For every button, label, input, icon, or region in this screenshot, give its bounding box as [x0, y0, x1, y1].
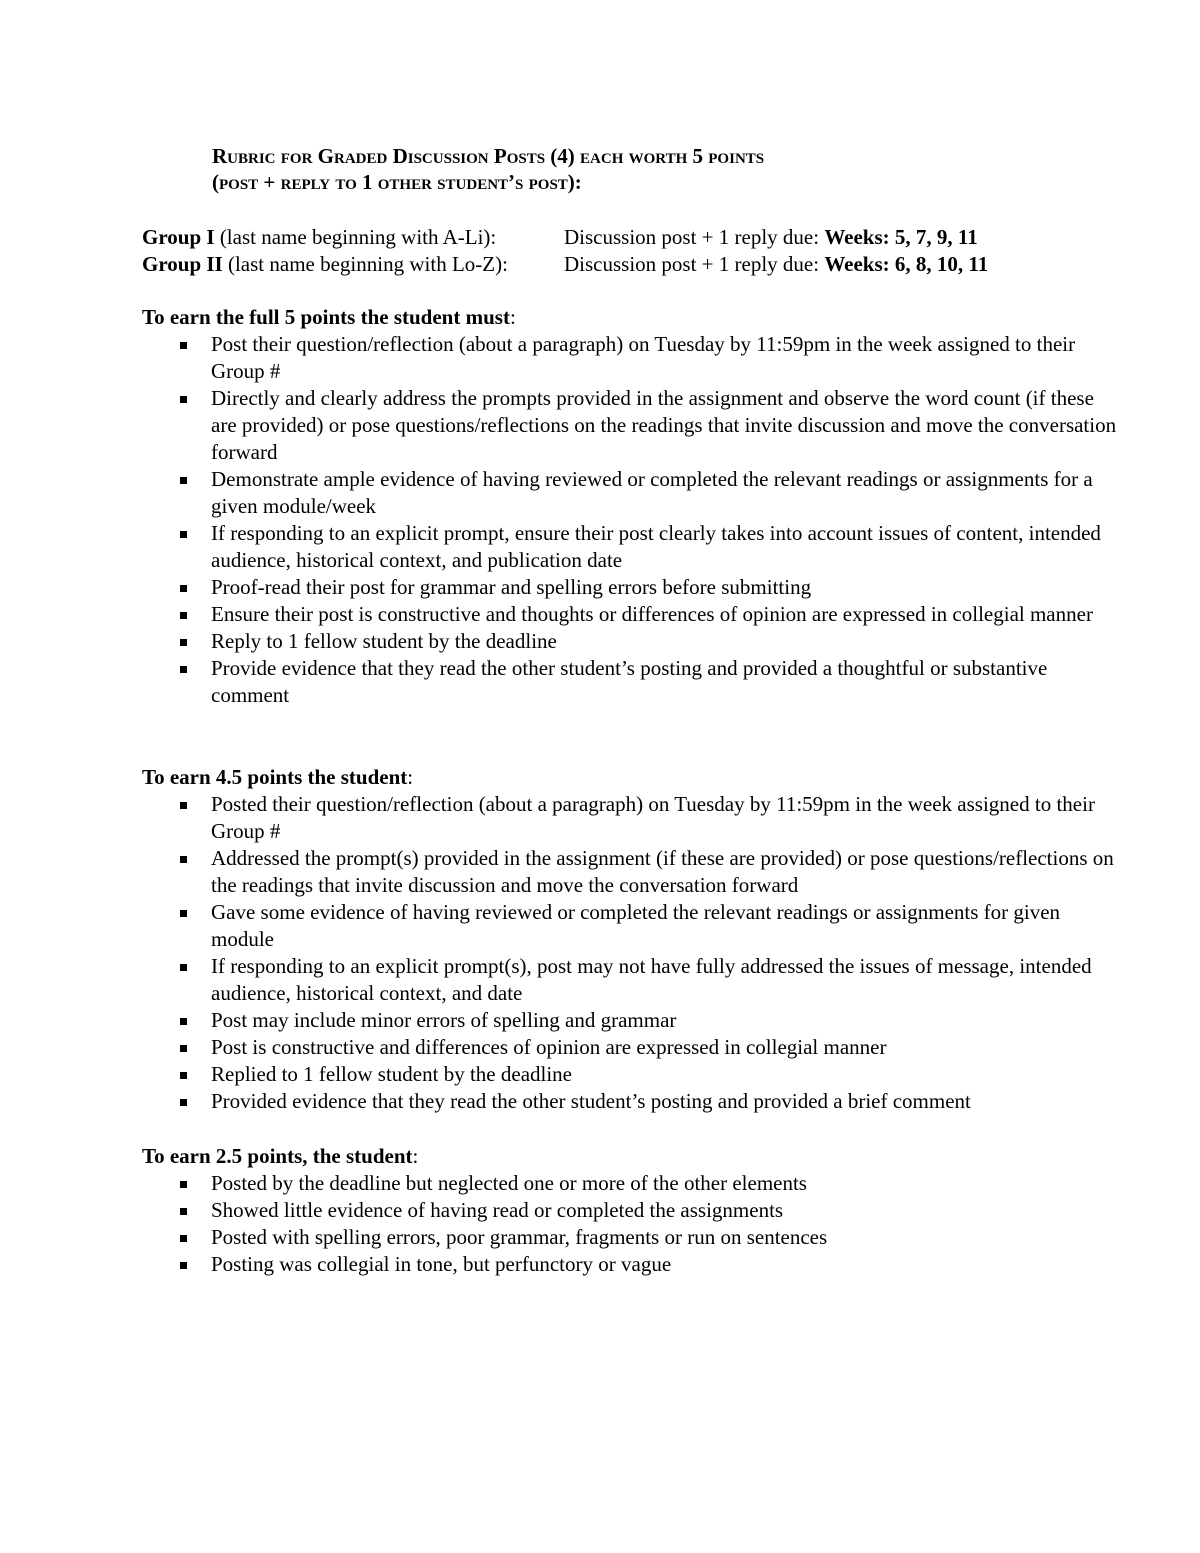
square-bullet-icon — [180, 477, 187, 484]
square-bullet-icon — [180, 639, 187, 646]
section-full-points — [142, 304, 1122, 709]
list-item-text: Posted with spelling errors, poor grammar, fragments or run on sentences — [211, 1225, 828, 1249]
list-item — [142, 574, 1122, 601]
list-item-text: Post may include minor errors of spelling and grammar — [211, 1008, 677, 1032]
list-item-text: Ensure their post is constructive and thoughts or differences of opinion are expressed in collegial manner — [211, 602, 1093, 626]
list-item — [142, 1088, 1122, 1115]
group-1-label — [142, 224, 496, 251]
list-item-text: Directly and clearly address the prompts provided in the assignment and observe the word count (if these are provided) or pose questions/reflections on the readings that invite discussion and move the conversation forward — [211, 386, 1117, 464]
square-bullet-icon — [180, 1262, 187, 1269]
list-item — [142, 520, 1122, 574]
criteria-list — [142, 331, 1122, 709]
list-item — [142, 953, 1122, 1007]
section-heading: To earn 4.5 points the student: — [142, 765, 414, 789]
list-item — [142, 1251, 1122, 1278]
group-2-due-text: Discussion post + 1 reply due: — [564, 252, 825, 276]
section-heading: To earn the full 5 points the student must: — [142, 305, 516, 329]
section-heading-text: To earn 4.5 points the student — [142, 765, 408, 789]
square-bullet-icon — [180, 910, 187, 917]
section-heading: To earn 2.5 points, the student: — [142, 1144, 419, 1168]
group-2-name: Group II — [142, 252, 223, 276]
title-line-2-text: (post + reply to 1 other student’s post): — [212, 170, 582, 194]
title-line-1: Rubric for Graded Discussion Posts (4) each worth 5 points — [212, 144, 765, 168]
section-2-5-points — [142, 1143, 1122, 1278]
list-item-text: Post is constructive and differences of opinion are expressed in collegial manner — [211, 1035, 887, 1059]
group-2-due — [564, 251, 988, 278]
list-item-text: Replied to 1 fellow student by the deadline — [211, 1062, 572, 1086]
list-item — [142, 1170, 1122, 1197]
list-item — [142, 385, 1122, 466]
list-item — [142, 791, 1122, 845]
list-item-text: Posted their question/reflection (about a paragraph) on Tuesday by 11:59pm in the week assigned to their Group # — [211, 792, 1095, 843]
section-heading-text: To earn the full 5 points the student must — [142, 305, 510, 329]
list-item — [142, 1034, 1122, 1061]
list-item-text: Provided evidence that they read the other student’s posting and provided a brief comment — [211, 1089, 971, 1113]
list-item — [142, 899, 1122, 953]
list-item-text: Addressed the prompt(s) provided in the assignment (if these are provided) or pose questions/reflections on the readings that invite discussion and move the conversation forward — [211, 846, 1114, 897]
list-item-text: Posted by the deadline but neglected one or more of the other elements — [211, 1171, 807, 1195]
list-item-text: Showed little evidence of having read or completed the assignments — [211, 1198, 784, 1222]
list-item-text: Proof-read their post for grammar and spelling errors before submitting — [211, 575, 812, 599]
square-bullet-icon — [180, 1235, 187, 1242]
group-2-weeks: Weeks: 6, 8, 10, 11 — [824, 252, 989, 276]
square-bullet-icon — [180, 342, 187, 349]
list-item — [142, 601, 1122, 628]
section-4-5-points — [142, 764, 1122, 1115]
list-item-text: Demonstrate ample evidence of having reviewed or completed the relevant readings or assignments for a given module/week — [211, 467, 1093, 518]
square-bullet-icon — [180, 1045, 187, 1052]
list-item — [142, 466, 1122, 520]
group-2-label — [142, 251, 508, 278]
square-bullet-icon — [180, 1072, 187, 1079]
group-1-weeks: Weeks: 5, 7, 9, 11 — [824, 225, 978, 249]
list-item — [142, 331, 1122, 385]
square-bullet-icon — [180, 666, 187, 673]
section-heading-text: To earn 2.5 points, the student — [142, 1144, 413, 1168]
list-item-text: Post their question/reflection (about a paragraph) on Tuesday by 11:59pm in the week assigned to their Group # — [211, 332, 1076, 383]
list-item-text: Provide evidence that they read the other student’s posting and provided a thoughtful or substantive comment — [211, 656, 1048, 707]
square-bullet-icon — [180, 1099, 187, 1106]
list-item — [142, 655, 1122, 709]
group-1-name: Group I — [142, 225, 215, 249]
list-item — [142, 845, 1122, 899]
square-bullet-icon — [180, 1181, 187, 1188]
square-bullet-icon — [180, 856, 187, 863]
criteria-list — [142, 1170, 1122, 1278]
list-item-text: If responding to an explicit prompt(s), post may not have fully addressed the issues of message, intended audience, historical context, and date — [211, 954, 1092, 1005]
square-bullet-icon — [180, 396, 187, 403]
square-bullet-icon — [180, 612, 187, 619]
list-item — [142, 1224, 1122, 1251]
title-line-2 — [212, 169, 764, 195]
square-bullet-icon — [180, 585, 187, 592]
list-item — [142, 1007, 1122, 1034]
square-bullet-icon — [180, 1018, 187, 1025]
square-bullet-icon — [180, 1208, 187, 1215]
group-1-due-text: Discussion post + 1 reply due: — [564, 225, 825, 249]
list-item — [142, 1197, 1122, 1224]
group-1-range: (last name beginning with A-Li): — [214, 225, 497, 249]
group-2-range: (last name beginning with Lo-Z): — [222, 252, 508, 276]
list-item-text: Posting was collegial in tone, but perfunctory or vague — [211, 1252, 672, 1276]
square-bullet-icon — [180, 531, 187, 538]
square-bullet-icon — [180, 964, 187, 971]
list-item — [142, 1061, 1122, 1088]
list-item-text: If responding to an explicit prompt, ensure their post clearly takes into account issues of content, intended audience, historical context, and publication date — [211, 521, 1101, 572]
group-1-due — [564, 224, 978, 251]
list-item-text: Gave some evidence of having reviewed or completed the relevant readings or assignments for given module — [211, 900, 1061, 951]
square-bullet-icon — [180, 802, 187, 809]
title-block — [212, 143, 764, 195]
criteria-list — [142, 791, 1122, 1115]
list-item — [142, 628, 1122, 655]
list-item-text: Reply to 1 fellow student by the deadline — [211, 629, 557, 653]
